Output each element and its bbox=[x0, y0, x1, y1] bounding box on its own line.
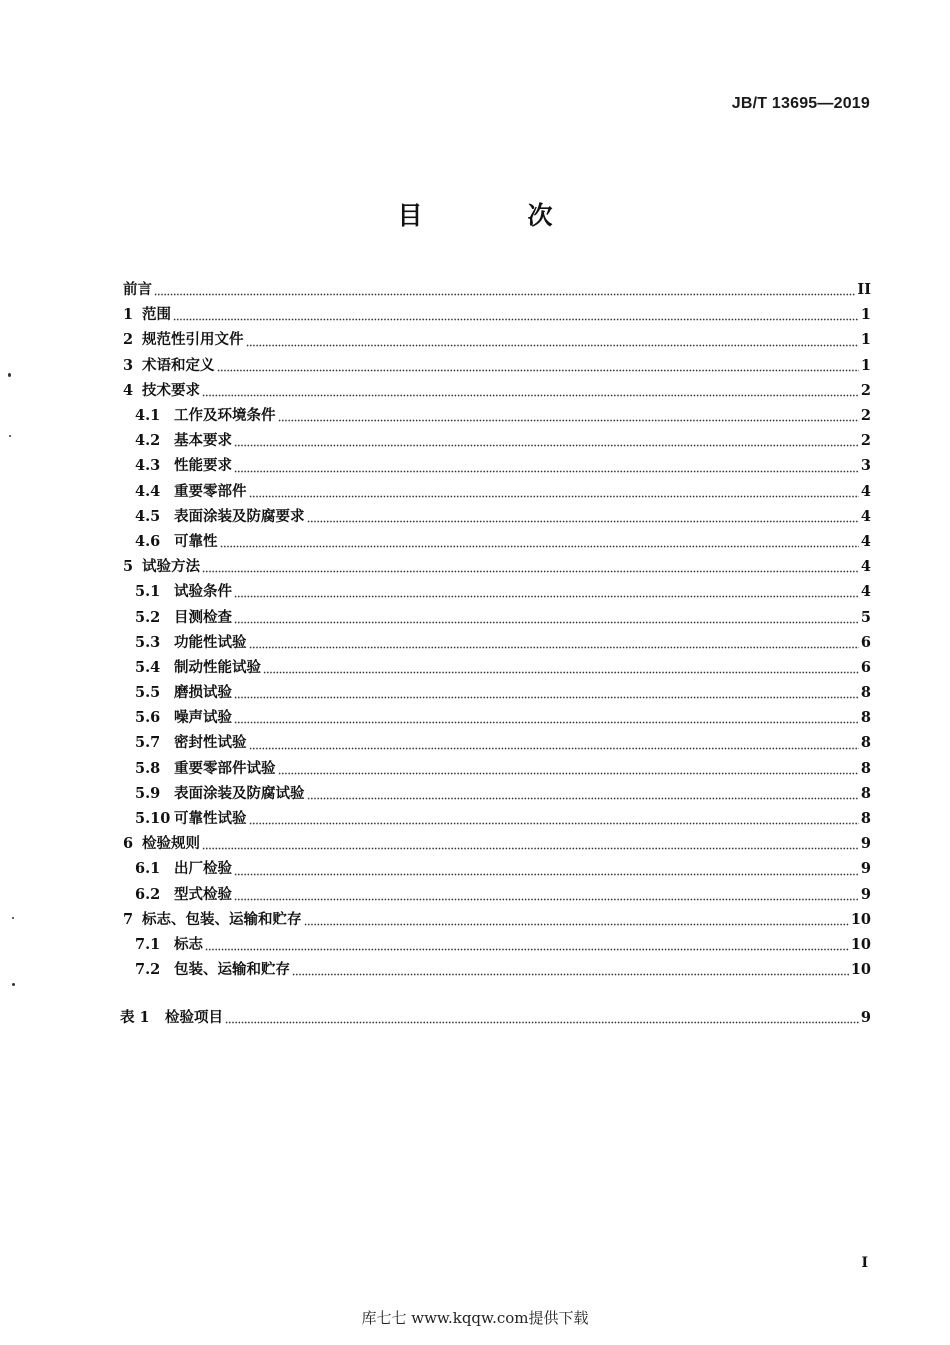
toc-entry-label: 表面涂装及防腐要求 bbox=[174, 507, 305, 525]
toc-leader-dots bbox=[249, 738, 859, 750]
toc-entry-number: 1 bbox=[123, 306, 134, 324]
page-number: I bbox=[861, 1255, 868, 1271]
toc-leader-dots bbox=[225, 1012, 859, 1024]
toc-leader-dots bbox=[234, 586, 859, 598]
toc-entry[interactable] bbox=[120, 831, 871, 856]
toc-entry[interactable] bbox=[120, 932, 871, 957]
toc-entry-page: 2 bbox=[860, 432, 871, 450]
toc-entry-number: 5.9 bbox=[135, 784, 161, 802]
toc-entry[interactable] bbox=[120, 302, 871, 327]
toc-entry-label: 密封性试验 bbox=[174, 734, 247, 752]
toc-entry-label: 术语和定义 bbox=[142, 356, 215, 374]
toc-entry-number: 7.2 bbox=[135, 961, 161, 979]
toc-leader-dots bbox=[234, 612, 859, 624]
toc-leader-dots bbox=[278, 763, 859, 775]
toc-entry-label: 可靠性试验 bbox=[174, 810, 247, 828]
toc-entry-number: 4.6 bbox=[135, 532, 161, 550]
toc-entry-label: 表面涂装及防腐试验 bbox=[174, 784, 305, 802]
toc-entry-number: 2 bbox=[123, 331, 134, 349]
toc-entry-page: 8 bbox=[860, 734, 871, 752]
toc-leader-dots bbox=[263, 662, 859, 674]
toc-entry[interactable] bbox=[120, 277, 871, 302]
toc-leader-dots bbox=[220, 536, 859, 548]
toc-entry-number: 3 bbox=[123, 356, 134, 374]
toc-entry[interactable] bbox=[120, 353, 871, 378]
toc-entry-label: 性能要求 bbox=[174, 457, 232, 475]
toc-entry-label: 技术要求 bbox=[142, 381, 200, 399]
toc-entry-number: 5.4 bbox=[135, 658, 161, 676]
toc-leader-dots bbox=[249, 486, 859, 498]
toc-entry-page: 3 bbox=[860, 457, 871, 475]
toc-leader-dots bbox=[307, 511, 859, 523]
toc-entry-label: 磨损试验 bbox=[174, 684, 232, 702]
toc-entry[interactable] bbox=[120, 453, 871, 478]
toc-entry-number: 7 bbox=[123, 910, 134, 928]
toc-entry-number: 4 bbox=[123, 381, 134, 399]
toc-entry-number: 4.3 bbox=[135, 457, 161, 475]
toc-entry-label: 目测检查 bbox=[174, 608, 232, 626]
toc-entry-label: 基本要求 bbox=[174, 432, 232, 450]
toc-entry-number: 5.7 bbox=[135, 734, 161, 752]
toc-entry-number: 5.8 bbox=[135, 759, 161, 777]
toc-entry[interactable] bbox=[120, 655, 871, 680]
toc-entry-number: 5.10 bbox=[135, 810, 171, 828]
toc-entry-page: 8 bbox=[860, 759, 871, 777]
toc-entry-page: 8 bbox=[860, 684, 871, 702]
toc-entry-page: 9 bbox=[860, 860, 871, 878]
toc-entry-page: 4 bbox=[860, 583, 871, 601]
toc-entry[interactable] bbox=[120, 680, 871, 705]
toc-entry-label: 工作及环境条件 bbox=[174, 407, 276, 425]
toc-entry[interactable] bbox=[120, 327, 871, 352]
toc-entry-page: 2 bbox=[860, 407, 871, 425]
toc-entry-page: 6 bbox=[860, 633, 871, 651]
toc-entry-label: 重要零部件 bbox=[174, 482, 247, 500]
toc-entry-number: 4.2 bbox=[135, 432, 161, 450]
toc-entry-number: 5.2 bbox=[135, 608, 161, 626]
toc-entry[interactable] bbox=[120, 403, 871, 428]
toc-leader-dots bbox=[278, 410, 859, 422]
toc-entry-number: 4.4 bbox=[135, 482, 161, 500]
toc-leader-dots bbox=[173, 309, 859, 321]
toc-entry-number: 4.1 bbox=[135, 407, 161, 425]
toc-entry-page: 10 bbox=[850, 910, 871, 928]
toc-leader-dots bbox=[234, 461, 859, 473]
toc-entry-label: 标志 bbox=[174, 935, 203, 953]
toc-leader-dots bbox=[202, 838, 859, 850]
toc-entry-page: II bbox=[857, 281, 871, 299]
toc-leader-dots bbox=[217, 360, 859, 372]
toc-entry[interactable] bbox=[120, 781, 871, 806]
toc-entry-number: 4.5 bbox=[135, 507, 161, 525]
toc-table-label: 检验项目 bbox=[165, 1009, 223, 1027]
toc-table-page: 9 bbox=[860, 1009, 871, 1027]
toc-entry-label: 出厂检验 bbox=[174, 860, 232, 878]
scan-speck bbox=[12, 983, 15, 986]
toc-entry-page: 4 bbox=[860, 532, 871, 550]
toc-entry-page: 8 bbox=[860, 709, 871, 727]
toc-entry[interactable] bbox=[120, 554, 871, 579]
download-watermark: 库七七 www.kqqw.com提供下载 bbox=[361, 1309, 589, 1327]
toc-entry-number: 5.5 bbox=[135, 684, 161, 702]
toc-entry-number: 5.3 bbox=[135, 633, 161, 651]
toc-entry-number: 7.1 bbox=[135, 935, 161, 953]
toc-entry-page: 4 bbox=[860, 482, 871, 500]
toc-entry-label: 可靠性 bbox=[174, 532, 218, 550]
scan-speck bbox=[8, 373, 11, 377]
toc-entry[interactable] bbox=[120, 529, 871, 554]
standard-code: JB/T 13695—2019 bbox=[731, 95, 870, 112]
toc-entry[interactable] bbox=[120, 504, 871, 529]
toc-entry-page: 4 bbox=[860, 558, 871, 576]
toc-entry[interactable] bbox=[120, 856, 871, 881]
toc-entry-page: 8 bbox=[860, 810, 871, 828]
toc-entry-page: 1 bbox=[860, 306, 871, 324]
toc-entries bbox=[120, 277, 871, 982]
toc-entry-page: 1 bbox=[860, 356, 871, 374]
toc-entry-number: 5 bbox=[123, 558, 134, 576]
toc-entry-label: 制动性能试验 bbox=[174, 658, 261, 676]
toc-entry[interactable] bbox=[120, 479, 871, 504]
toc-entry-page: 10 bbox=[850, 961, 871, 979]
toc-entry-label: 规范性引用文件 bbox=[142, 331, 244, 349]
scan-speck bbox=[12, 917, 14, 919]
toc-entry-label: 包装、运输和贮存 bbox=[174, 961, 290, 979]
toc-entry[interactable] bbox=[120, 705, 871, 730]
toc-entry-page: 9 bbox=[860, 835, 871, 853]
toc-leader-dots bbox=[234, 687, 859, 699]
toc-entry[interactable] bbox=[120, 806, 871, 831]
toc-entry-page: 4 bbox=[860, 507, 871, 525]
toc-entry-page: 6 bbox=[860, 658, 871, 676]
toc-table-entry[interactable] bbox=[120, 1005, 871, 1030]
toc-leader-dots bbox=[234, 864, 859, 876]
toc-table-number: 表 1 bbox=[120, 1009, 150, 1027]
toc-entry-page: 5 bbox=[860, 608, 871, 626]
toc-leader-dots bbox=[202, 561, 859, 573]
toc-entry[interactable] bbox=[120, 756, 871, 781]
toc-entry-page: 1 bbox=[860, 331, 871, 349]
toc-entry-number: 5.1 bbox=[135, 583, 161, 601]
toc-leader-dots bbox=[246, 335, 859, 347]
toc-entry-label: 范围 bbox=[142, 306, 171, 324]
toc-leader-dots bbox=[307, 788, 859, 800]
scan-speck bbox=[9, 435, 11, 437]
toc-leader-dots bbox=[234, 435, 859, 447]
toc-leader-dots bbox=[304, 914, 849, 926]
toc-entry-page: 10 bbox=[850, 935, 871, 953]
toc-leader-dots bbox=[249, 637, 859, 649]
toc-entry-label: 前言 bbox=[123, 281, 152, 299]
toc-entry-label: 检验规则 bbox=[142, 835, 200, 853]
toc-leader-dots bbox=[205, 939, 849, 951]
toc-entry[interactable] bbox=[120, 579, 871, 604]
toc-leader-dots bbox=[249, 813, 859, 825]
toc-entry-page: 9 bbox=[860, 885, 871, 903]
toc-entry[interactable] bbox=[120, 957, 871, 982]
toc-leader-dots bbox=[292, 964, 849, 976]
toc-entry-page: 2 bbox=[860, 381, 871, 399]
table-of-contents bbox=[120, 277, 871, 1027]
toc-entry-number: 6.2 bbox=[135, 885, 161, 903]
toc-entry-label: 标志、包装、运输和贮存 bbox=[142, 910, 302, 928]
toc-entry-label: 试验方法 bbox=[142, 558, 200, 576]
toc-entry-number: 6 bbox=[123, 835, 134, 853]
toc-entry-label: 重要零部件试验 bbox=[174, 759, 276, 777]
toc-leader-dots bbox=[234, 889, 859, 901]
toc-entry[interactable] bbox=[120, 428, 871, 453]
toc-entry[interactable] bbox=[120, 907, 871, 932]
toc-leader-dots bbox=[234, 712, 859, 724]
page-title: 目 次 bbox=[397, 201, 593, 230]
toc-entry-label: 型式检验 bbox=[174, 885, 232, 903]
toc-entry-number: 6.1 bbox=[135, 860, 161, 878]
toc-entry-label: 噪声试验 bbox=[174, 709, 232, 727]
toc-entry[interactable] bbox=[120, 730, 871, 755]
toc-entry-label: 试验条件 bbox=[174, 583, 232, 601]
toc-entry[interactable] bbox=[120, 882, 871, 907]
toc-entry-number: 5.6 bbox=[135, 709, 161, 727]
toc-entry-label: 功能性试验 bbox=[174, 633, 247, 651]
toc-entry[interactable] bbox=[120, 630, 871, 655]
toc-entry[interactable] bbox=[120, 378, 871, 403]
toc-entry[interactable] bbox=[120, 604, 871, 629]
toc-leader-dots bbox=[202, 385, 859, 397]
toc-entry-page: 8 bbox=[860, 784, 871, 802]
toc-leader-dots bbox=[154, 284, 855, 296]
